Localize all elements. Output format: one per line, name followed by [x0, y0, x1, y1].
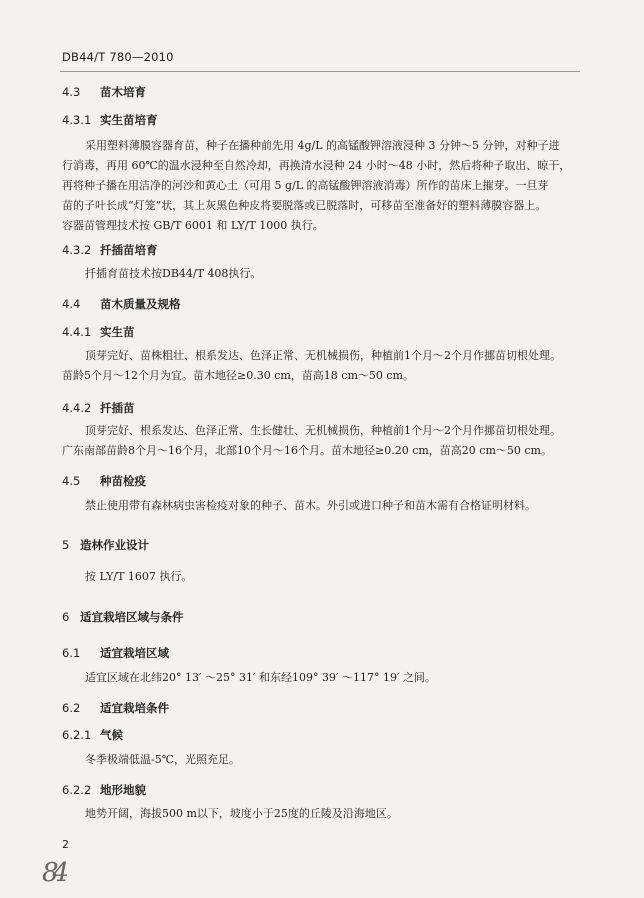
- section-title: 适宜栽培区域与条件: [80, 610, 184, 624]
- section-title: 实生苗培育: [100, 113, 158, 127]
- paragraph: [62, 421, 582, 461]
- section-heading: [62, 645, 169, 661]
- section-number: 6.2: [62, 701, 81, 715]
- section-title: 扦插苗培育: [100, 243, 158, 257]
- section-heading: [62, 324, 135, 340]
- section-heading: [62, 112, 158, 128]
- paragraph: [62, 496, 582, 516]
- paragraph-line: 顶芽完好、苗株粗壮、根系发达、色泽正常、无机械损伤，种植前1个月～2个月作挪苗切根处理。: [85, 349, 561, 362]
- paragraph: [62, 668, 582, 688]
- section-heading: [62, 242, 158, 258]
- section-title: 苗木培育: [100, 85, 146, 99]
- section-title: 种苗检疫: [100, 474, 146, 488]
- paragraph-line: 苗的子叶长成“灯笼”状，其上灰黑色种皮将要脱落或已脱落时，可移苗至准备好的塑料薄膜容器上。: [62, 199, 547, 212]
- paragraph-line: 禁止使用带有森林病虫害检疫对象的种子、苗木。外引或进口种子和苗木需有合格证明材料。: [85, 499, 536, 512]
- section-title: 适宜栽培区域: [100, 646, 169, 660]
- section-number: 6.1: [62, 646, 81, 660]
- paragraph-line: 按 LY/T 1607 执行。: [85, 570, 193, 583]
- paragraph-line: 采用塑料薄膜容器育苗，种子在播种前先用 4g/L 的高锰酸钾溶液浸种 3 分钟～5 分钟，对种子进: [85, 139, 560, 152]
- section-title: 实生苗: [100, 325, 135, 339]
- paragraph-line: 冬季极端低温-5℃，光照充足。: [85, 753, 241, 766]
- section-heading: [62, 84, 146, 100]
- paragraph-line: 扦插育苗技术按DB44/T 408执行。: [85, 267, 262, 280]
- handwritten-page-mark: [42, 858, 63, 888]
- paragraph-line: 容器苗管理技术按 GB/T 6001 和 LY/T 1000 执行。: [62, 219, 324, 232]
- section-title: 地形地貌: [100, 783, 146, 797]
- paragraph-line: 地势开阔，海拔500 m以下，坡度小于25度的丘陵及沿海地区。: [85, 807, 398, 820]
- paragraph: [62, 567, 582, 587]
- section-number: 6.2.1: [62, 728, 92, 742]
- section-number: 5: [62, 538, 70, 552]
- section-heading: [62, 296, 181, 312]
- section-number: 4.4: [62, 297, 81, 311]
- handwritten-mark-text: 84: [42, 858, 64, 888]
- section-heading: [62, 727, 123, 743]
- section-title: 苗木质量及规格: [100, 297, 181, 311]
- section-title: 扦插苗: [100, 401, 135, 415]
- section-number: 4.3.1: [62, 113, 92, 127]
- paragraph: [62, 264, 582, 284]
- section-number: 4.5: [62, 474, 81, 488]
- paragraph: [62, 804, 582, 824]
- section-title: 造林作业设计: [80, 538, 149, 552]
- section-heading: [62, 473, 146, 489]
- section-number: 4.3.2: [62, 243, 92, 257]
- section-number: 4.4.1: [62, 325, 92, 339]
- section-number: 4.3: [62, 85, 81, 99]
- section-title: 气候: [100, 728, 123, 742]
- paragraph-line: 广东南部苗龄8个月～16个月，北部10个月～16个月。苗木地径≥0.20 cm，苗高20 cm～50 cm。: [62, 444, 552, 457]
- paragraph: [62, 346, 582, 386]
- section-number: 6: [62, 610, 70, 624]
- section-number: 4.4.2: [62, 401, 92, 415]
- paragraph: [62, 136, 582, 236]
- header-rule: [60, 71, 580, 72]
- paragraph-line: 行消毒，再用 60℃的温水浸种至自然冷却，再换清水浸种 24 小时～48 小时，然后将种子取出、晾干，: [62, 159, 571, 172]
- section-heading: [62, 782, 146, 798]
- section-title: 适宜栽培条件: [100, 701, 169, 715]
- standard-number-header: DB44/T 780—2010: [62, 50, 174, 64]
- paragraph-line: 顶芽完好、根系发达、色泽正常、生长健壮、无机械损伤，种植前1个月～2个月作挪苗切根处理。: [85, 424, 561, 437]
- page-number: 2: [62, 838, 69, 851]
- section-heading: [62, 400, 135, 416]
- paragraph-line: 适宜区域在北纬20° 13′ ～25° 31′ 和东经109° 39′ ～117° 19′ 之间。: [85, 671, 436, 684]
- paragraph: [62, 750, 582, 770]
- paragraph-line: 再将种子播在用洁净的河沙和黄心土（可用 5 g/L 的高锰酸钾溶液消毒）所作的苗床上摧芽。一旦芽: [62, 179, 549, 192]
- section-number: 6.2.2: [62, 783, 92, 797]
- paragraph-line: 苗龄5个月～12个月为宜。苗木地径≥0.30 cm，苗高18 cm～50 cm。: [62, 369, 414, 382]
- section-heading: [62, 609, 184, 625]
- section-heading: [62, 537, 149, 553]
- section-heading: [62, 700, 169, 716]
